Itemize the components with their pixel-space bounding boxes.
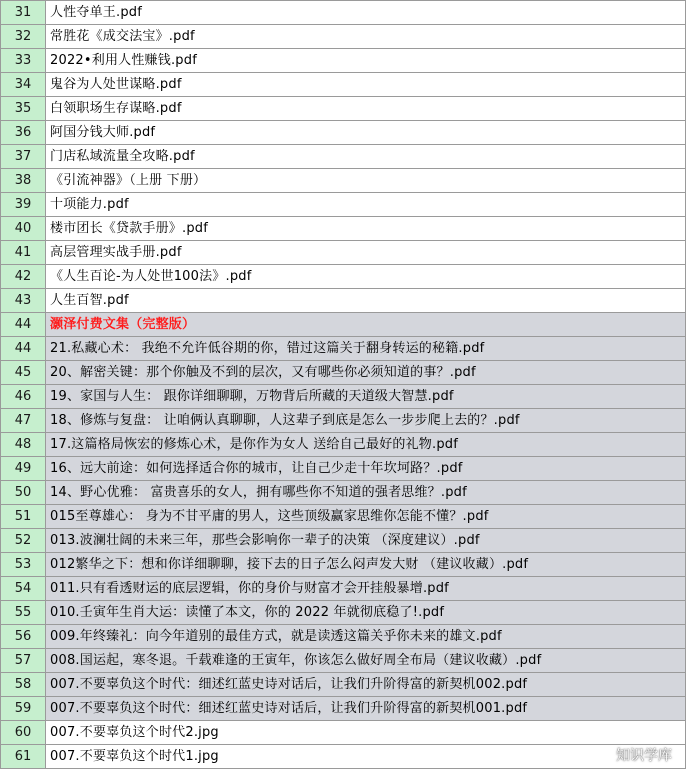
table-row[interactable] — [1, 313, 686, 337]
row-number-cell[interactable]: 33 — [1, 49, 46, 73]
file-name-cell[interactable]: 16、远大前途：如何选择适合你的城市，让自己少走十年坎坷路？.pdf — [46, 457, 686, 481]
file-name-cell[interactable]: 高层管理实战手册.pdf — [46, 241, 686, 265]
file-name-cell[interactable]: 007.不要辜负这个时代2.jpg — [46, 721, 686, 745]
table-row[interactable] — [1, 169, 686, 193]
row-number-cell[interactable]: 55 — [1, 601, 46, 625]
file-name-cell[interactable]: 007.不要辜负这个时代：细述红蓝史诗对话后，让我们升阶得富的新契机002.pdf — [46, 673, 686, 697]
row-number-cell[interactable]: 38 — [1, 169, 46, 193]
row-number-cell[interactable]: 41 — [1, 241, 46, 265]
row-number-cell[interactable]: 51 — [1, 505, 46, 529]
table-row[interactable] — [1, 553, 686, 577]
file-name-cell[interactable]: 011.只有看透财运的底层逻辑，你的身价与财富才会开挂般暴增.pdf — [46, 577, 686, 601]
row-number-cell[interactable]: 40 — [1, 217, 46, 241]
row-number-cell[interactable]: 60 — [1, 721, 46, 745]
row-number-cell[interactable]: 32 — [1, 25, 46, 49]
table-row[interactable] — [1, 337, 686, 361]
row-number-cell[interactable]: 54 — [1, 577, 46, 601]
row-number-cell[interactable]: 44 — [1, 337, 46, 361]
row-number-cell[interactable]: 47 — [1, 409, 46, 433]
table-row[interactable] — [1, 1, 686, 25]
row-number-cell[interactable]: 58 — [1, 673, 46, 697]
file-name-cell[interactable]: 010.壬寅年生肖大运：读懂了本文，你的 2022 年就彻底稳了!.pdf — [46, 601, 686, 625]
file-name-cell[interactable]: 白领职场生存谋略.pdf — [46, 97, 686, 121]
file-name-cell[interactable]: 18、修炼与复盘： 让咱俩认真聊聊，人这辈子到底是怎么一步步爬上去的？.pdf — [46, 409, 686, 433]
table-row[interactable] — [1, 673, 686, 697]
table-row[interactable] — [1, 265, 686, 289]
wechat-icon — [592, 747, 612, 763]
file-name-cell[interactable]: 人生百智.pdf — [46, 289, 686, 313]
file-name-cell[interactable]: 17.这篇格局恢宏的修炼心术，是你作为女人 送给自己最好的礼物.pdf — [46, 433, 686, 457]
row-number-cell[interactable]: 50 — [1, 481, 46, 505]
file-name-cell[interactable]: 常胜花《成交法宝》.pdf — [46, 25, 686, 49]
file-name-cell[interactable]: 009.年终臻礼：向今年道别的最佳方式，就是读透这篇关乎你未来的雄文.pdf — [46, 625, 686, 649]
row-number-cell[interactable]: 34 — [1, 73, 46, 97]
table-row[interactable] — [1, 433, 686, 457]
row-number-cell[interactable]: 49 — [1, 457, 46, 481]
file-name-cell[interactable]: 门店私域流量全攻略.pdf — [46, 145, 686, 169]
file-name-cell[interactable]: 007.不要辜负这个时代：细述红蓝史诗对话后，让我们升阶得富的新契机001.pdf — [46, 697, 686, 721]
file-name-cell[interactable]: 008.国运起，寒冬退。千载难逢的王寅年，你该怎么做好周全布局（建议收藏）.pdf — [46, 649, 686, 673]
table-row[interactable] — [1, 745, 686, 769]
row-number-cell[interactable]: 45 — [1, 361, 46, 385]
row-number-cell[interactable]: 35 — [1, 97, 46, 121]
table-row[interactable] — [1, 241, 686, 265]
table-row[interactable] — [1, 481, 686, 505]
table-row[interactable] — [1, 121, 686, 145]
table-row[interactable] — [1, 97, 686, 121]
table-row[interactable] — [1, 361, 686, 385]
row-number-cell[interactable]: 31 — [1, 1, 46, 25]
table-row[interactable] — [1, 409, 686, 433]
row-number-cell[interactable]: 44 — [1, 313, 46, 337]
spreadsheet-body — [1, 1, 686, 769]
table-row[interactable] — [1, 385, 686, 409]
table-row[interactable] — [1, 721, 686, 745]
table-row[interactable] — [1, 145, 686, 169]
file-name-cell[interactable]: 2022•利用人性赚钱.pdf — [46, 49, 686, 73]
table-row[interactable] — [1, 577, 686, 601]
table-row[interactable] — [1, 73, 686, 97]
table-row[interactable] — [1, 529, 686, 553]
row-number-cell[interactable]: 56 — [1, 625, 46, 649]
row-number-cell[interactable]: 42 — [1, 265, 46, 289]
row-number-cell[interactable]: 37 — [1, 145, 46, 169]
row-number-cell[interactable]: 53 — [1, 553, 46, 577]
table-row[interactable] — [1, 289, 686, 313]
file-name-cell[interactable]: 14、野心优雅： 富贵喜乐的女人，拥有哪些你不知道的强者思维？.pdf — [46, 481, 686, 505]
file-name-cell[interactable]: 013.波澜壮阔的未来三年，那些会影响你一辈子的决策 （深度建议）.pdf — [46, 529, 686, 553]
row-number-cell[interactable]: 43 — [1, 289, 46, 313]
file-name-cell[interactable]: 人性夺单王.pdf — [46, 1, 686, 25]
file-name-cell[interactable]: 20、解密关键：那个你触及不到的层次，又有哪些你必须知道的事？.pdf — [46, 361, 686, 385]
table-row[interactable] — [1, 49, 686, 73]
table-row[interactable] — [1, 625, 686, 649]
file-name-cell[interactable]: 21.私藏心术： 我绝不允许低谷期的你，错过这篇关于翻身转运的秘籍.pdf — [46, 337, 686, 361]
watermark-text: 知识学库 — [616, 748, 672, 764]
file-name-cell[interactable]: 十项能力.pdf — [46, 193, 686, 217]
row-number-cell[interactable]: 48 — [1, 433, 46, 457]
file-name-cell[interactable]: 19、家国与人生： 跟你详细聊聊，万物背后所藏的天道级大智慧.pdf — [46, 385, 686, 409]
file-name-cell[interactable]: 015至尊雄心： 身为不甘平庸的男人，这些顶级赢家思维你怎能不懂？.pdf — [46, 505, 686, 529]
table-row[interactable] — [1, 505, 686, 529]
file-name-cell[interactable]: 012繁华之下：想和你详细聊聊，接下去的日子怎么闷声发大财 （建议收藏）.pdf — [46, 553, 686, 577]
table-row[interactable] — [1, 25, 686, 49]
row-number-cell[interactable]: 46 — [1, 385, 46, 409]
file-name-cell[interactable]: 《引流神器》（上册 下册） — [46, 169, 686, 193]
watermark — [592, 745, 672, 765]
row-number-cell[interactable]: 39 — [1, 193, 46, 217]
row-number-cell[interactable]: 36 — [1, 121, 46, 145]
row-number-cell[interactable]: 52 — [1, 529, 46, 553]
file-name-cell[interactable]: 楼市团长《贷款手册》.pdf — [46, 217, 686, 241]
row-number-cell[interactable]: 61 — [1, 745, 46, 769]
table-row[interactable] — [1, 457, 686, 481]
row-number-cell[interactable]: 59 — [1, 697, 46, 721]
table-row[interactable] — [1, 601, 686, 625]
file-name-cell[interactable]: 007.不要辜负这个时代1.jpg — [46, 745, 686, 769]
file-name-cell[interactable]: 《人生百论-为人处世100法》.pdf — [46, 265, 686, 289]
table-row[interactable] — [1, 649, 686, 673]
table-row[interactable] — [1, 697, 686, 721]
table-row[interactable] — [1, 193, 686, 217]
file-name-cell[interactable]: 阿国分钱大师.pdf — [46, 121, 686, 145]
row-number-cell[interactable]: 57 — [1, 649, 46, 673]
section-header-cell[interactable]: 灏泽付费文集（完整版） — [46, 313, 686, 337]
file-name-cell[interactable]: 鬼谷为人处世谋略.pdf — [46, 73, 686, 97]
table-row[interactable] — [1, 217, 686, 241]
